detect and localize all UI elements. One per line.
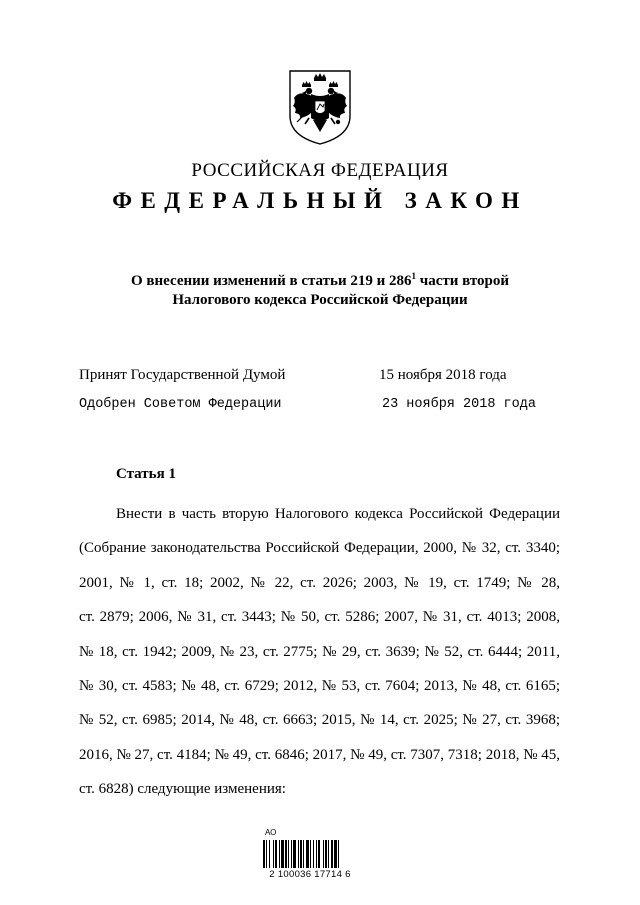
paragraph-line: ст. 6828) следующие изменения: xyxy=(79,781,286,798)
barcode-bars xyxy=(251,828,369,870)
duma-adoption-date: 15 ноября 2018 года xyxy=(379,367,507,383)
document-barcode xyxy=(251,828,369,880)
article-paragraph xyxy=(79,497,560,807)
law-subject-line-2: Налогового кодекса Российской Федерации xyxy=(172,292,468,308)
paragraph-line: Внести в часть вторую Налогового кодекса Российской Федерации xyxy=(116,506,560,522)
barcode-number: 2 100036 17714 6 xyxy=(269,869,351,880)
article-heading: Статья 1 xyxy=(116,466,176,482)
paragraph-line: № 52, ст. 6985; 2014, № 48, ст. 6663; 2015, № 14, ст. 2025; № 27, ст. 3968; xyxy=(79,712,560,729)
paragraph-line: (Собрание законодательства Российской Федерации, 2000, № 32, ст. 3340; xyxy=(79,540,560,557)
council-approval-date: 23 ноября 2018 года xyxy=(382,397,536,412)
law-subject xyxy=(0,272,640,310)
paragraph-line: № 18, ст. 1942; 2009, № 23, ст. 2775; № 29, ст. 3639; № 52, ст. 6444; 2011, xyxy=(79,643,560,660)
country-name: РОССИЙСКАЯ ФЕДЕРАЦИЯ xyxy=(191,160,449,181)
state-emblem xyxy=(287,68,353,146)
duma-adoption-label: Принят Государственной Думой xyxy=(79,367,286,383)
paragraph-line: 2001, № 1, ст. 18; 2002, № 22, ст. 2026; 2003, № 19, ст. 1749; № 28, xyxy=(79,574,560,591)
law-subject-line-1: О внесении изменений в статьи 219 и $286^1$ части второй xyxy=(130,271,509,289)
paragraph-line: 2016, № 27, ст. 4184; № 49, ст. 6846; 2017, № 49, ст. 7307, 7318; 2018, № 45, xyxy=(79,746,561,763)
paragraph-line: ст. 2879; 2006, № 31, ст. 3443; № 50, ст. 5286; 2007, № 31, ст. 4013; 2008, xyxy=(79,609,560,626)
paragraph-line: № 30, ст. 4583; № 48, ст. 6729; 2012, № 53, ст. 7604; 2013, № 48, ст. 6165; xyxy=(79,678,560,695)
barcode-mark: АО xyxy=(265,828,277,837)
document-type: ФЕДЕРАЛЬНЫЙ ЗАКОН xyxy=(112,188,528,213)
council-approval-label: Одобрен Советом Федерации xyxy=(79,397,282,412)
